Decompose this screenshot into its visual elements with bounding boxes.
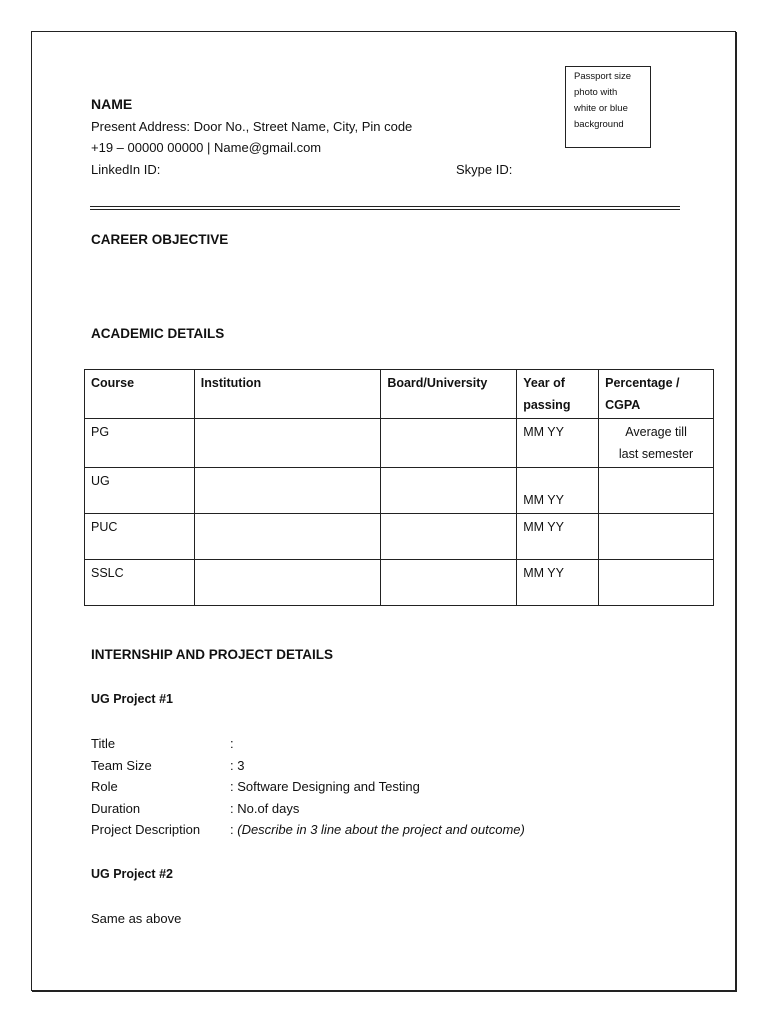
col-header-course: Course <box>85 370 195 419</box>
table-row <box>85 514 714 560</box>
cell-institution <box>194 468 381 514</box>
candidate-name: NAME <box>91 96 133 112</box>
field-value-role: : Software Designing and Testing <box>230 779 420 794</box>
academic-table <box>84 369 714 606</box>
cell-board <box>381 514 517 560</box>
cell-percentage <box>599 468 714 514</box>
cell-course: PG <box>85 419 195 468</box>
cell-board <box>381 468 517 514</box>
cell-board <box>381 560 517 606</box>
field-label-duration: Duration <box>91 800 141 816</box>
project2-heading: UG Project #2 <box>91 867 173 881</box>
linkedin-label: LinkedIn ID: <box>91 162 161 177</box>
cell-percentage: Average till last semester <box>599 419 714 468</box>
photo-note-line: photo with <box>574 87 618 98</box>
table-row <box>85 560 714 606</box>
skype-label: Skype ID: <box>456 162 513 177</box>
cell-institution <box>194 419 381 468</box>
cell-year: MM YY <box>517 468 599 514</box>
photo-placeholder <box>565 66 651 148</box>
contact-line: +19 – 00000 00000 | Name@gmail.com <box>91 140 322 155</box>
table-row <box>85 468 714 514</box>
photo-note-line: Passport size <box>574 71 632 82</box>
project2-text: Same as above <box>91 911 182 926</box>
cell-course: SSLC <box>85 560 195 606</box>
header-divider-top <box>90 206 680 207</box>
field-label-team-size: Team Size <box>91 757 152 773</box>
field-label-title: Title <box>91 736 116 751</box>
photo-note-line: background <box>574 119 624 130</box>
cell-institution <box>194 560 381 606</box>
cell-board <box>381 419 517 468</box>
header-divider-bottom <box>90 209 680 210</box>
table-row <box>85 419 714 468</box>
col-header-institution: Institution <box>194 370 381 419</box>
col-header-percentage: Percentage / CGPA <box>599 370 714 419</box>
cell-percentage <box>599 514 714 560</box>
internship-heading: INTERNSHIP AND PROJECT DETAILS <box>91 647 334 662</box>
col-header-year: Year of passing <box>517 370 599 419</box>
academic-details-heading: ACADEMIC DETAILS <box>91 326 225 341</box>
field-label-description: Project Description <box>91 822 201 837</box>
col-header-board: Board/University <box>381 370 517 419</box>
field-value-duration: : No.of days <box>230 800 300 816</box>
field-value-title: : <box>230 736 234 751</box>
field-value-description: : (Describe in 3 line about the project and outcome) <box>230 822 525 837</box>
career-objective-heading: CAREER OBJECTIVE <box>91 232 229 247</box>
cell-institution <box>194 514 381 560</box>
field-value-team-size: : 3 <box>230 757 245 773</box>
cell-year: MM YY <box>517 514 599 560</box>
table-header-row <box>85 370 714 419</box>
present-address: Present Address: Door No., Street Name, City, Pin code <box>91 119 413 134</box>
cell-course: PUC <box>85 514 195 560</box>
cell-course: UG <box>85 468 195 514</box>
cell-year: MM YY <box>517 419 599 468</box>
resume-page <box>31 31 736 991</box>
project1-details <box>91 733 651 843</box>
cell-year: MM YY <box>517 560 599 606</box>
photo-note-line: white or blue <box>574 103 628 114</box>
project1-heading: UG Project #1 <box>91 692 173 706</box>
cell-percentage <box>599 560 714 606</box>
field-label-role: Role <box>91 779 118 794</box>
